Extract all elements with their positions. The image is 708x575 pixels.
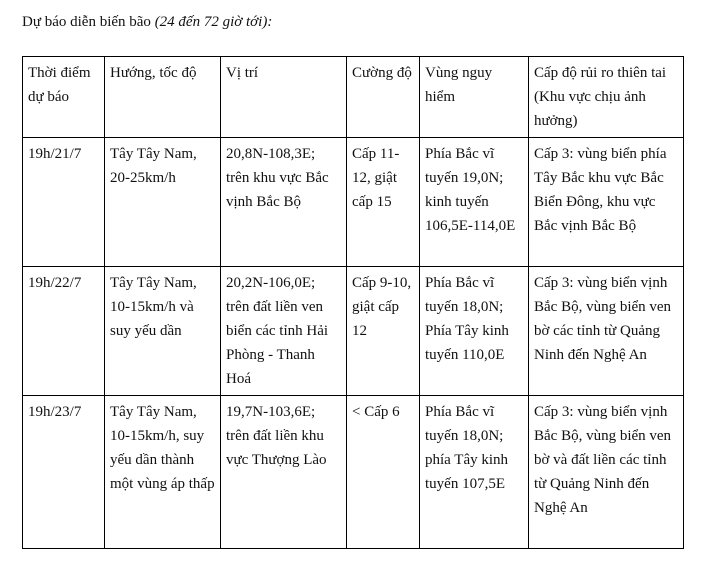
cell-direction: Tây Tây Nam, 10-15km/h và suy yếu dần (105, 267, 221, 396)
heading-text: Dự báo diễn biến bão (22, 14, 155, 30)
cell-risk-level: Cấp 3: vùng biển vịnh Bắc Bộ, vùng biển ven bờ các tỉnh từ Quảng Ninh đến Nghệ An (529, 267, 684, 396)
table-row (23, 138, 684, 267)
storm-forecast-table (22, 56, 684, 549)
section-heading (22, 12, 272, 32)
cell-position: 19,7N-103,6E; trên đất liền khu vực Thượng Lào (221, 396, 347, 549)
cell-time: 19h/21/7 (23, 138, 105, 267)
cell-time: 19h/23/7 (23, 396, 105, 549)
cell-danger-zone: Phía Bắc vĩ tuyến 18,0N; phía Tây kinh tuyến 107,5E (420, 396, 529, 549)
cell-direction: Tây Tây Nam, 10-15km/h, suy yếu dần thành một vùng áp thấp (105, 396, 221, 549)
cell-risk-level: Cấp 3: vùng biển vịnh Bắc Bộ, vùng biển ven bờ và đất liền các tỉnh từ Quảng Ninh đến Nghệ An (529, 396, 684, 549)
table-header-row (23, 57, 684, 138)
cell-risk-level: Cấp 3: vùng biển phía Tây Bắc khu vực Bắc Biển Đông, khu vực Bắc vịnh Bắc Bộ (529, 138, 684, 267)
column-header-risk-level: Cấp độ rủi ro thiên tai (Khu vực chịu ảnh hưởng) (529, 57, 684, 138)
heading-note: (24 đến 72 giờ tới): (154, 14, 273, 30)
cell-danger-zone: Phía Bắc vĩ tuyến 18,0N; Phía Tây kinh tuyến 110,0E (420, 267, 529, 396)
table-row (23, 267, 684, 396)
column-header-danger-zone: Vùng nguy hiểm (420, 57, 529, 138)
column-header-position: Vị trí (221, 57, 347, 138)
cell-direction: Tây Tây Nam, 20-25km/h (105, 138, 221, 267)
column-header-direction: Hướng, tốc độ (105, 57, 221, 138)
table-row (23, 396, 684, 549)
cell-danger-zone: Phía Bắc vĩ tuyến 19,0N; kinh tuyến 106,5E-114,0E (420, 138, 529, 267)
cell-intensity: Cấp 9-10, giật cấp 12 (347, 267, 420, 396)
cell-intensity: < Cấp 6 (347, 396, 420, 549)
column-header-time: Thời điểm dự báo (23, 57, 105, 138)
cell-intensity: Cấp 11-12, giật cấp 15 (347, 138, 420, 267)
column-header-intensity: Cường độ (347, 57, 420, 138)
cell-position: 20,2N-106,0E; trên đất liền ven biển các tỉnh Hải Phòng - Thanh Hoá (221, 267, 347, 396)
cell-time: 19h/22/7 (23, 267, 105, 396)
cell-position: 20,8N-108,3E; trên khu vực Bắc vịnh Bắc Bộ (221, 138, 347, 267)
